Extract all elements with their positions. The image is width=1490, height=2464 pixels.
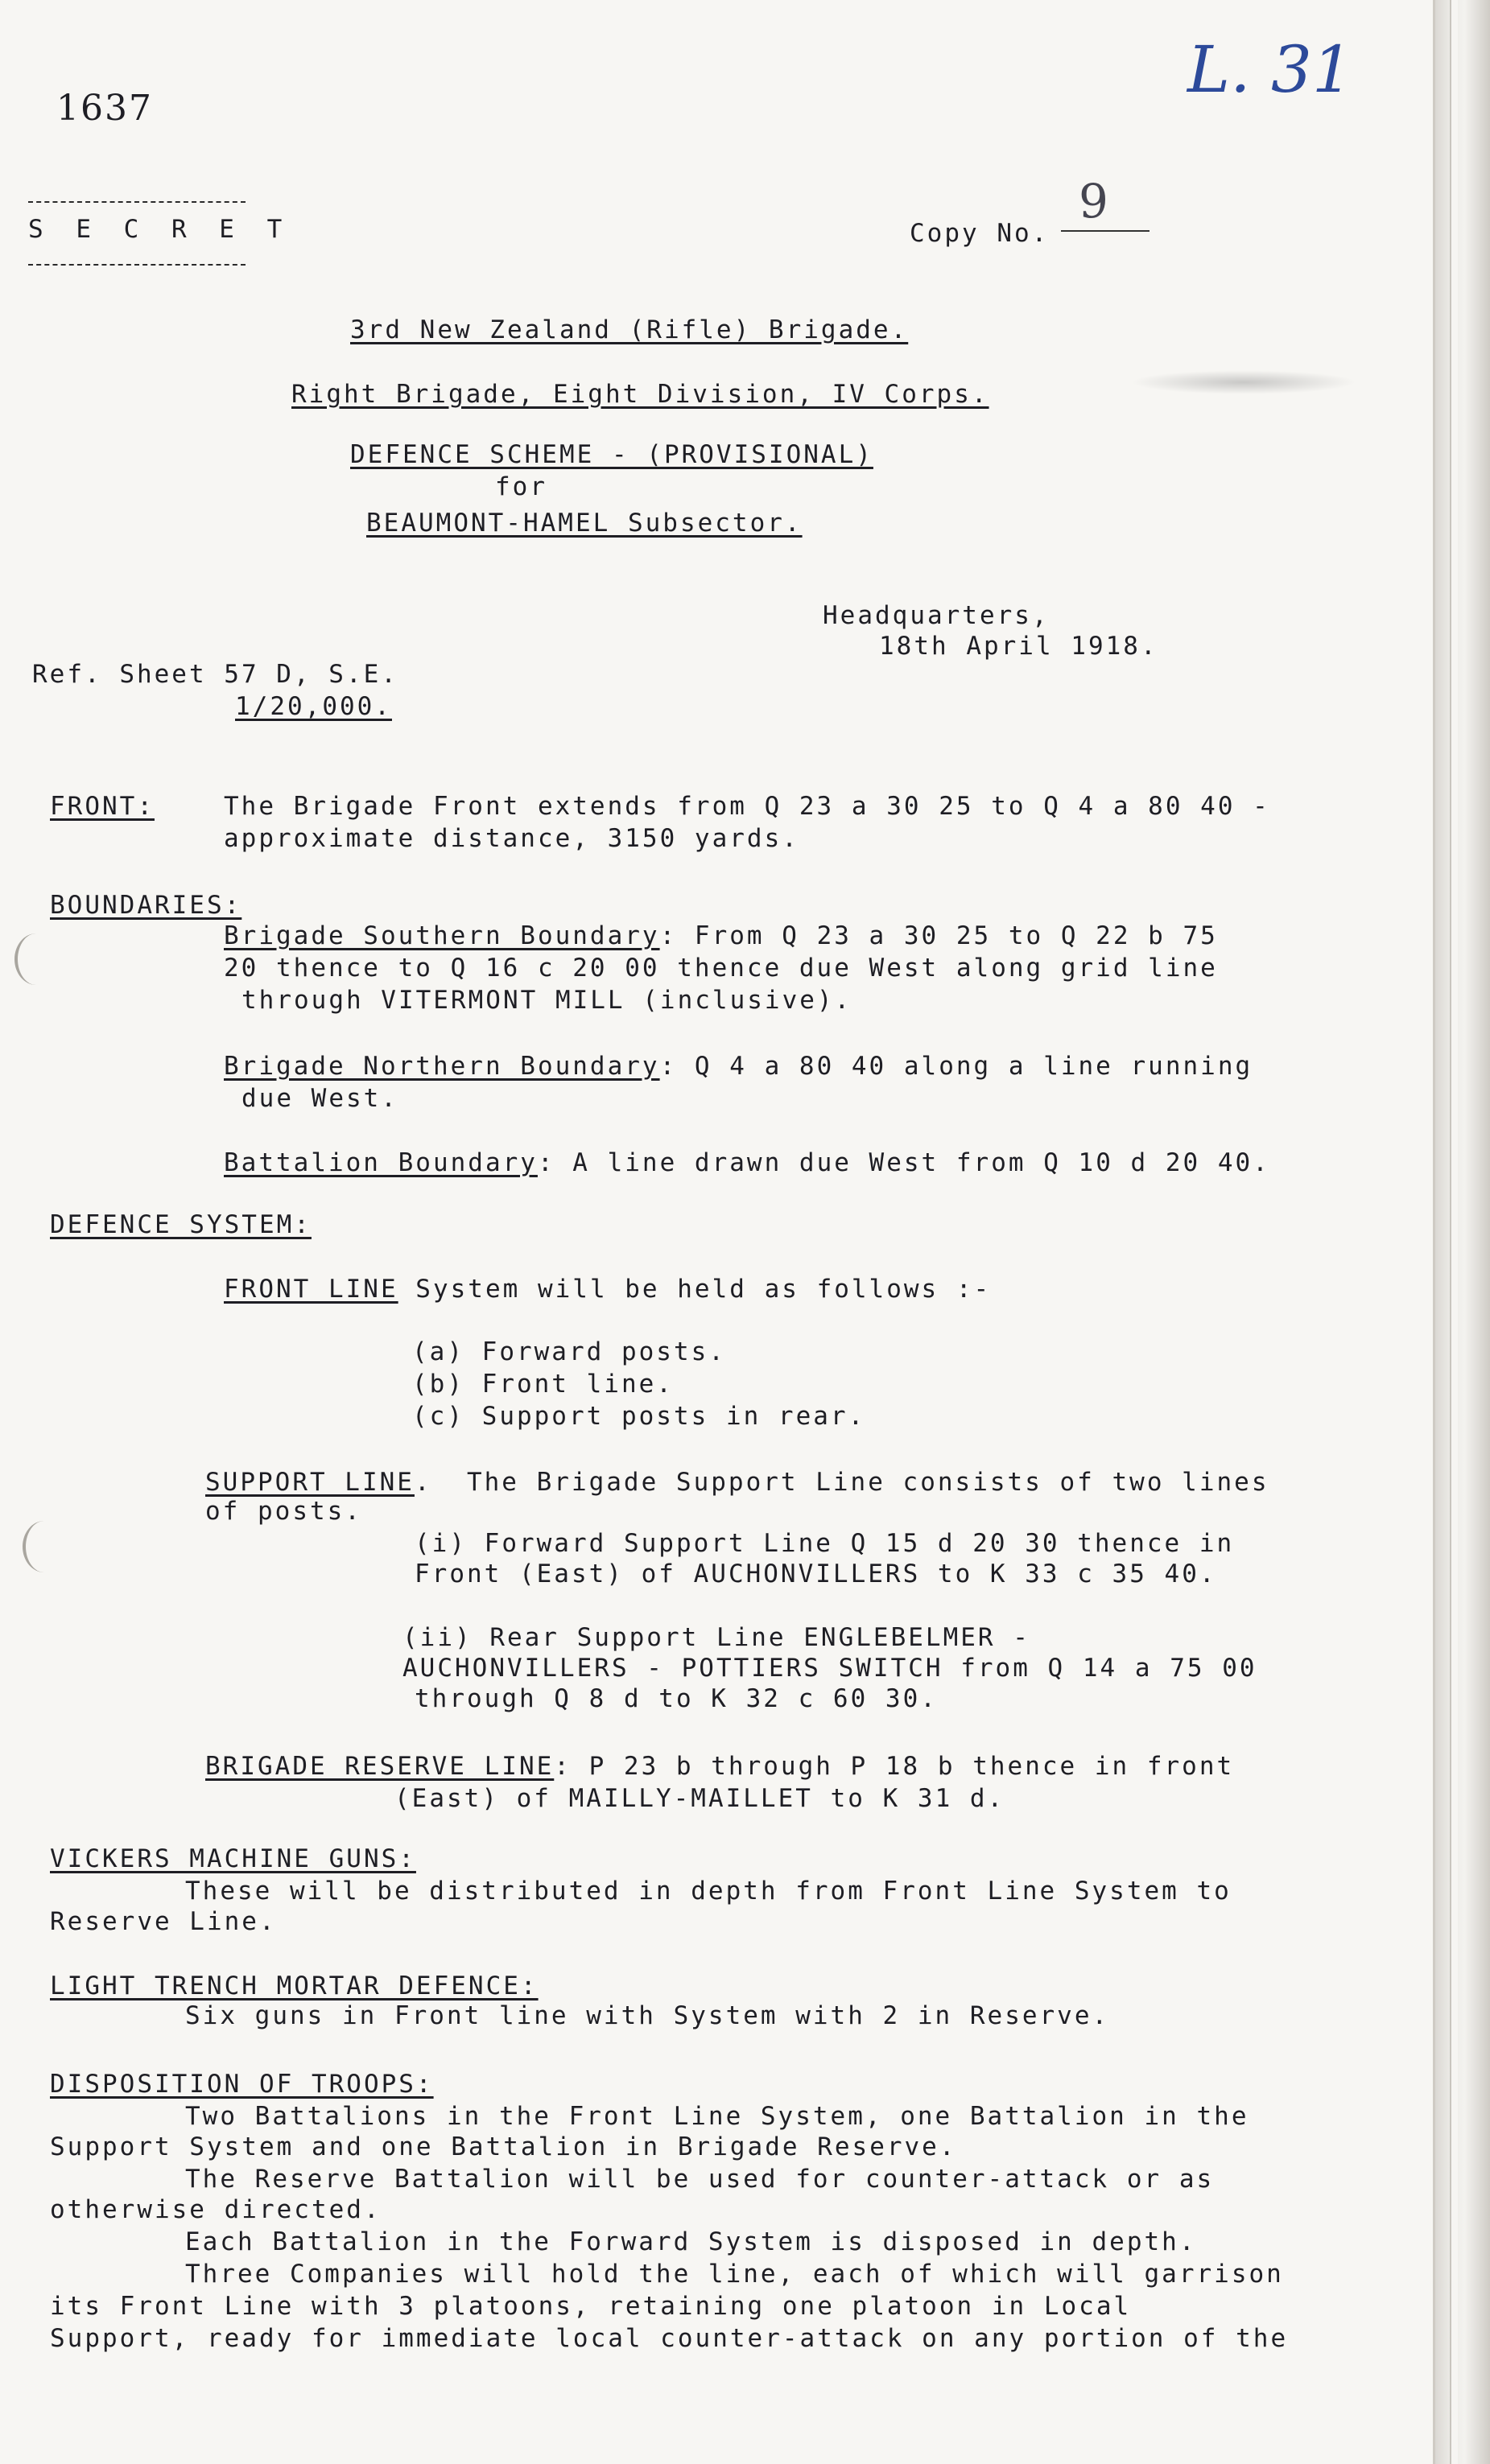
page-edge-line — [1450, 0, 1458, 2464]
front-line-item-b: (b) Front line. — [412, 1370, 674, 1399]
title-for: for — [495, 472, 547, 501]
reserve-line-text: : P 23 b through P 18 b thence in front — [554, 1752, 1235, 1781]
disposition-line: Support System and one Battalion in Brigade Reserve. — [50, 2132, 957, 2161]
forward-support-line1: (i) Forward Support Line Q 15 d 20 30 thence in — [415, 1529, 1235, 1558]
disposition-line: its Front Line with 3 platoons, retaining one platoon in Local — [50, 2292, 1132, 2321]
front-line-item-a: (a) Forward posts. — [412, 1337, 726, 1366]
southern-boundary-label: Brigade Southern Boundary — [224, 921, 660, 950]
rear-support-line3: through Q 8 d to K 32 c 60 30. — [415, 1684, 938, 1713]
file-number: 1637 — [56, 88, 153, 129]
front-text-line2: approximate distance, 3150 yards. — [224, 824, 799, 853]
reserve-line-line2: (East) of MAILLY-MAILLET to K 31 d. — [394, 1784, 1005, 1813]
secret-rule-top — [28, 201, 246, 203]
map-reference: Ref. Sheet 57 D, S.E. — [32, 660, 398, 689]
support-line — [205, 1466, 1269, 1498]
northern-boundary-line2: due West. — [241, 1084, 398, 1113]
disposition-heading: DISPOSITION OF TROOPS: — [50, 2070, 434, 2099]
punch-hole-top — [14, 933, 58, 985]
brigade-reserve-line — [205, 1750, 1234, 1782]
support-line-label: SUPPORT LINE — [205, 1468, 415, 1497]
reserve-line-label: BRIGADE RESERVE LINE — [205, 1752, 555, 1781]
northern-boundary — [224, 1050, 1253, 1082]
page-edge-stack — [1434, 0, 1490, 2464]
security-classification: S E C R E T — [28, 215, 291, 244]
vickers-line2: Reserve Line. — [50, 1907, 277, 1936]
headquarters: Headquarters, — [823, 601, 1050, 630]
trench-mortar-line1: Six guns in Front line with System with 2 in Reserve. — [185, 2001, 1110, 2030]
front-line-label: FRONT LINE — [224, 1275, 398, 1304]
southern-boundary-line2: 20 thence to Q 16 c 20 00 thence due West along grid line — [224, 954, 1218, 983]
rear-support-line2: AUCHONVILLERS - POTTIERS SWITCH from Q 14 a 75 00 — [402, 1654, 1257, 1683]
copy-label: Copy No. — [910, 219, 1050, 248]
secret-rule-bottom — [28, 264, 246, 266]
battalion-boundary-label: Battalion Boundary — [224, 1148, 538, 1177]
northern-boundary-label: Brigade Northern Boundary — [224, 1052, 660, 1081]
front-heading: FRONT: — [50, 792, 155, 821]
title-brigade: 3rd New Zealand (Rifle) Brigade. — [350, 315, 909, 344]
rear-support-line1: (ii) Rear Support Line ENGLEBELMER - — [402, 1623, 1030, 1652]
support-line-text: . The Brigade Support Line consists of two lines — [414, 1468, 1269, 1497]
northern-boundary-text: : Q 4 a 80 40 along a line running — [659, 1052, 1253, 1081]
document-date: 18th April 1918. — [879, 632, 1158, 661]
disposition-line: Each Battalion in the Forward System is disposed in depth. — [185, 2227, 1197, 2256]
front-line-item-c: (c) Support posts in rear. — [412, 1402, 866, 1431]
ink-smudge — [1131, 370, 1356, 394]
southern-boundary-text: : From Q 23 a 30 25 to Q 22 b 75 — [659, 921, 1218, 950]
title-scheme: DEFENCE SCHEME - (PROVISIONAL) — [350, 440, 873, 469]
copy-number: 9 — [1079, 174, 1108, 229]
southern-boundary-line3: through VITERMONT MILL (inclusive). — [241, 986, 852, 1015]
title-subsector: BEAUMONT-HAMEL Subsector. — [366, 509, 803, 538]
disposition-line: otherwise directed. — [50, 2195, 382, 2224]
punch-hole-bottom — [23, 1521, 66, 1572]
map-scale: 1/20,000. — [235, 692, 392, 721]
vickers-heading: VICKERS MACHINE GUNS: — [50, 1844, 416, 1873]
defence-system-heading: DEFENCE SYSTEM: — [50, 1210, 312, 1239]
disposition-line: The Reserve Battalion will be used for counter-attack or as — [185, 2165, 1215, 2194]
boundaries-heading: BOUNDARIES: — [50, 891, 242, 920]
disposition-line: Two Battalions in the Front Line System, one Battalion in the — [185, 2102, 1249, 2131]
vickers-line1: These will be distributed in depth from Front Line System to — [185, 1877, 1232, 1906]
front-line-system — [224, 1273, 991, 1305]
battalion-boundary — [224, 1147, 1270, 1179]
support-line-line2: of posts. — [205, 1497, 362, 1526]
front-text-line1: The Brigade Front extends from Q 23 a 30 25 to Q 4 a 80 40 - — [224, 792, 1270, 821]
file-mark: L. 31 — [1187, 32, 1353, 107]
disposition-line: Support, ready for immediate local counter-attack on any portion of the — [50, 2324, 1289, 2353]
battalion-boundary-text: : A line drawn due West from Q 10 d 20 40. — [537, 1148, 1270, 1177]
title-position: Right Brigade, Eight Division, IV Corps. — [291, 380, 989, 409]
trench-mortar-heading: LIGHT TRENCH MORTAR DEFENCE: — [50, 1972, 539, 2000]
southern-boundary — [224, 920, 1218, 952]
forward-support-line2: Front (East) of AUCHONVILLERS to K 33 c 35 40. — [415, 1560, 1217, 1588]
front-line-text: System will be held as follows :- — [398, 1275, 992, 1304]
disposition-line: Three Companies will hold the line, each of which will garrison — [185, 2260, 1284, 2289]
